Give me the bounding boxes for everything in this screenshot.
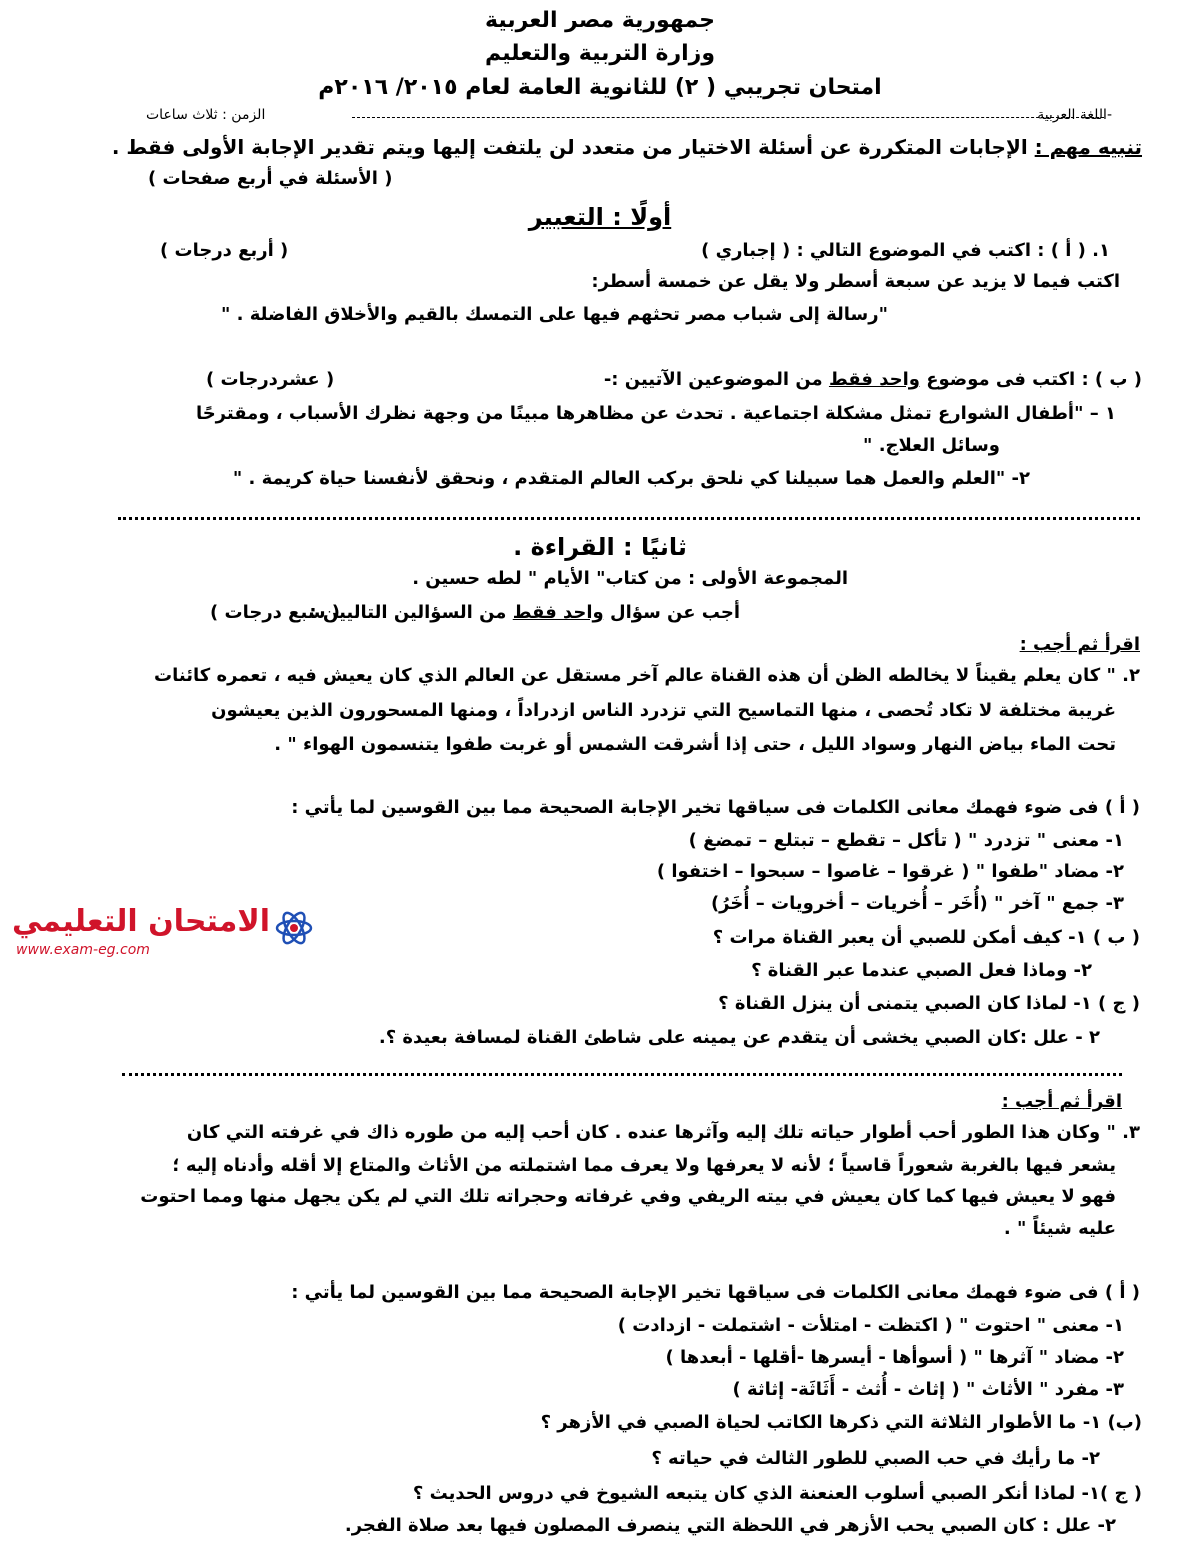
notice (112, 137, 1142, 157)
q2a-item1: ١- معنى " تزدرد " ( تأكل – تقطع – تبتلع – تمضغ ) (688, 830, 1124, 851)
topic1-line1: ١ – "أطفال الشوارع تمثل مشكلة اجتماعية . تحدث عن مظاهرها مبينًا من وجهة نظرك الأسباب ، ومقترحًا (195, 403, 1116, 424)
ministry-heading: وزارة التربية والتعليم (485, 41, 715, 66)
q2b-item2: ٢- وماذا فعل الصبي عندما عبر القناة ؟ (751, 960, 1092, 981)
passage-2-line3: فهو لا يعيش فيها كما كان يعيش في بيته الريفي وفي غرفاته وحجراته تلك التي لم يكن يجهل منها ومما احتوت (140, 1186, 1116, 1207)
section-title-expression: أولًا : التعبير (528, 203, 672, 231)
answer-grade: ( سبع درجات ) (210, 602, 341, 623)
q3a-intro: ( أ ) فى ضوء فهمك معانى الكلمات فى سياقها تخير الإجابة الصحيحة مما بين القوسين لما يأتي : (291, 1282, 1140, 1303)
watermark-logo (12, 904, 312, 966)
notice-label: تنبيه مهم : (1034, 135, 1142, 159)
pages-note: ( الأسئلة في أربع صفحات ) (148, 168, 393, 189)
republic-heading: جمهورية مصر العربية (485, 8, 715, 33)
header-divider (352, 117, 1104, 118)
time-label: الزمن : ثلاث ساعات (146, 107, 266, 123)
notice-text: الإجابات المتكررة عن أسئلة الاختيار من متعدد لن يلتفت إليها ويتم تقدير الإجابة الأولى فقط . (111, 135, 1035, 159)
read-answer-label: اقرأ ثم أجب : (1019, 634, 1140, 655)
passage-1-line3: تحت الماء بياض النهار وسواد الليل ، حتى إذا أشرقت الشمس أو غربت طفوا يتنسمون الهواء " . (274, 734, 1116, 755)
passage-1-line2: غريبة مختلفة لا تكاد تُحصى ، منها التماسيح التي تزدرد الناس ازدراداً ، ومنها المسحورون الذين يعيشون (211, 700, 1116, 721)
q2c-item1: ( ج ) ١- لماذا كان الصبي يتمنى أن ينزل القناة ؟ (718, 993, 1140, 1014)
section-title-reading: ثانيًا : القراءة . (513, 533, 687, 561)
exam-title: امتحان تجريبي ( ٢) للثانوية العامة لعام ٢٠١٥/ ٢٠١٦م (318, 75, 882, 100)
q3c-item2: ٢- علل : كان الصبي يحب الأزهر في اللحظة التي ينصرف المصلون فيها بعد صلاة الفجر. (344, 1515, 1116, 1536)
passage-2-line2: يشعر فيها بالغربة شعوراً قاسياً ؛ لأنه لا يعرفها ولا يعرف مما اشتملته من الأثاث والمتاع إلا أقله وأدناه إليه ؛ (172, 1155, 1116, 1176)
watermark-url: www.exam-eg.com (16, 942, 150, 958)
q3c-item1: ( ج )١- لماذا أنكر الصبي أسلوب العنعنة الذي كان يتبعه الشيوخ في دروس الحديث ؟ (412, 1483, 1142, 1504)
q2a-item3: ٣- جمع " آخر " (أُخَر – أُخريات – أخرويات – أُخَرُ) (710, 893, 1124, 914)
passage-1-line1: ٢. " كان يعلم يقيناً لا يخالطه الظن أن هذه القناة عالم آخر مستقل عن العالم الذي كان يعيش فيه ، تعمره كائنات (154, 665, 1140, 686)
section-divider-1 (118, 517, 1140, 520)
group1-title: المجموعة الأولى : من كتاب" الأيام " لطه حسين . (412, 568, 848, 589)
q3a-item1: ١- معنى " احتوت " ( اكتظت - امتلأت - اشتملت - ازدادت ) (617, 1315, 1124, 1336)
topic2: ٢- "العلم والعمل هما سبيلنا كي نلحق بركب العالم المتقدم ، ونحقق لأنفسنا حياة كريمة . " (232, 468, 1030, 489)
atom-icon (274, 908, 314, 948)
q3a-item2: ٢- مضاد " آثرها " ( أسوأها - أيسرها -أقلها - أبعدها ) (665, 1347, 1124, 1368)
q3a-item3: ٣- مفرد " الأثاث " ( إثاث - أُثث - أَثَاثَة- إثاثة ) (732, 1379, 1124, 1400)
section-divider-2 (122, 1073, 1122, 1076)
q1a-topic: "رسالة إلى شباب مصر تحثهم فيها على التمسك بالقيم والأخلاق الفاضلة . " (220, 304, 888, 325)
q2b-item1: ( ب ) ١- كيف أمكن للصبي أن يعبر القناة مرات ؟ (712, 927, 1140, 948)
q1a-instructions: اكتب فيما لا يزيد عن سبعة أسطر ولا يقل عن خمسة أسطر: (591, 271, 1120, 292)
passage-2-line4: عليه شيئاً " . (1003, 1218, 1116, 1239)
topic1-line2: وسائل العلاج. " (863, 435, 1000, 456)
subject-label: -اللغة العربية (1037, 107, 1112, 123)
watermark-name: الامتحان التعليمي (11, 904, 270, 939)
q3b-item2: ٢- ما رأيك في حب الصبي للطور الثالث في حياته ؟ (651, 1448, 1100, 1469)
q1b-grade: ( عشردرجات ) (206, 369, 335, 390)
answer-instruction: أجب عن سؤال واحد فقط من السؤالين التاليين : (309, 602, 740, 623)
q3b-item1: (ب) ١- ما الأطوار الثلاثة التي ذكرها الكاتب لحياة الصبي في الأزهر ؟ (540, 1412, 1142, 1433)
q2c-item2: ٢ - علل :كان الصبي يخشى أن يتقدم عن يمينه على شاطئ القناة لمسافة بعيدة ؟. (378, 1027, 1100, 1048)
q2a-intro: ( أ ) فى ضوء فهمك معانى الكلمات فى سياقها تخير الإجابة الصحيحة مما بين القوسين لما يأتي : (291, 797, 1140, 818)
q1b-prompt: ( ب ) : اكتب فى موضوع واحد فقط من الموضوعين الآتيين :- (603, 369, 1142, 390)
q2a-item2: ٢- مضاد "طفوا " ( غرقوا – غاصوا – سبحوا – اختفوا ) (656, 861, 1124, 882)
q1a-grade: ( أربع درجات ) (160, 240, 289, 261)
passage-2-line1: ٣. " وكان هذا الطور أحب أطوار حياته تلك إليه وآثرها عنده . كان أحب إليه من طوره ذاك في غرفته التي كان (186, 1122, 1140, 1143)
q1a-prompt: ١. ( أ ) : اكتب في الموضوع التالي : ( إجباري ) (701, 240, 1110, 261)
read-answer-label-2: اقرأ ثم أجب : (1001, 1091, 1122, 1112)
